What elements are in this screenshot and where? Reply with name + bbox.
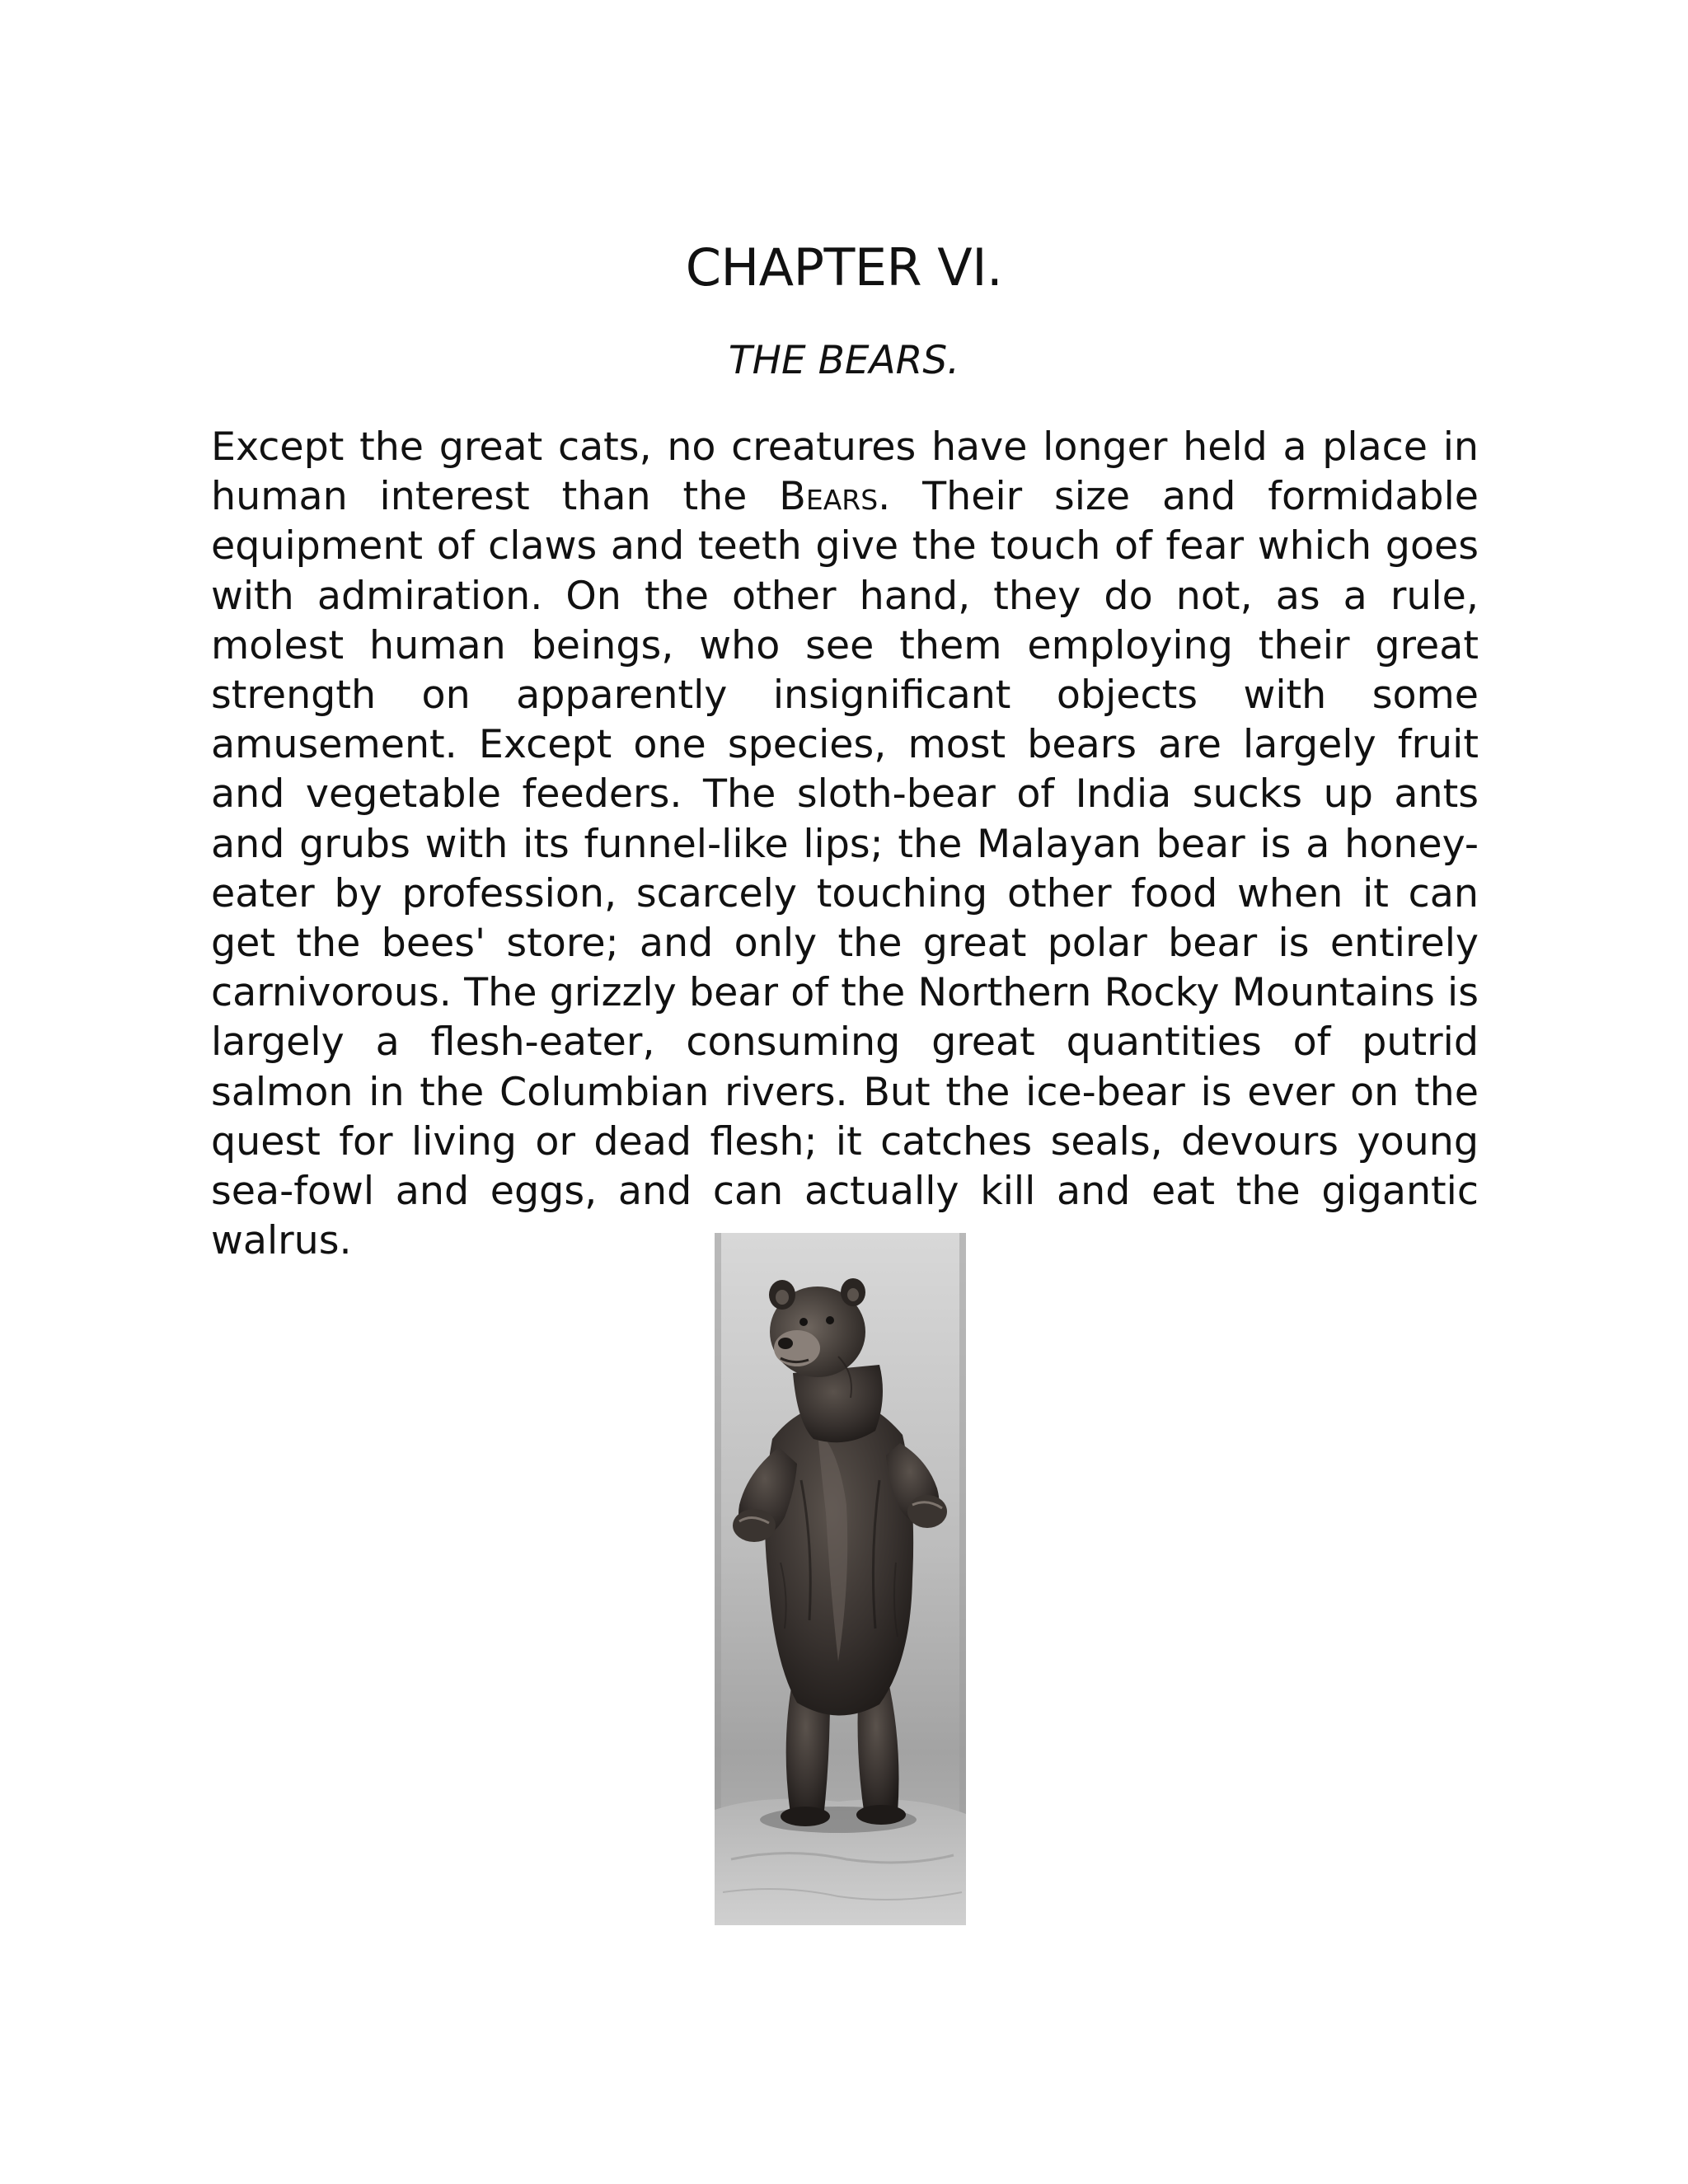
bear-illustration (715, 1233, 966, 1925)
body-paragraph (211, 423, 1479, 1266)
paragraph-text-end: . Their size and formidable equipment of claws and teeth give the touch of fear which goes with admiration. On the other hand, they do not, as a rule, molest human beings, who see them employing their great strength on apparently insignificant objects with some amusement. Except one species, most bears are largely fruit and vegetable feeders. The sloth-bear of India sucks up ants and grubs with its funnel-like lips; the Malayan bear is a honey-eater by profession, scarcely touching other food when it can get the bees' store; and only the great polar bear is entirely carnivorous. The grizzly bear of the Northern Rocky Mountains is largely a flesh-eater, consuming great quantities of putrid salmon in the Columbian rivers. But the ice-bear is ever on the quest for living or dead flesh; it catches seals, devours young sea-fowl and eggs, and can actually kill and eat the gigantic walrus. (211, 474, 1479, 1264)
chapter-subtitle: THE BEARS. (728, 338, 960, 383)
chapter-title: CHAPTER VI. (685, 237, 1003, 298)
paragraph-text-start: Except the great cats, no creatures have longer held a place in human interest than the (211, 424, 1479, 520)
smallcaps-term: Bears (779, 474, 879, 520)
standing-bear-photo-icon (715, 1233, 966, 1925)
